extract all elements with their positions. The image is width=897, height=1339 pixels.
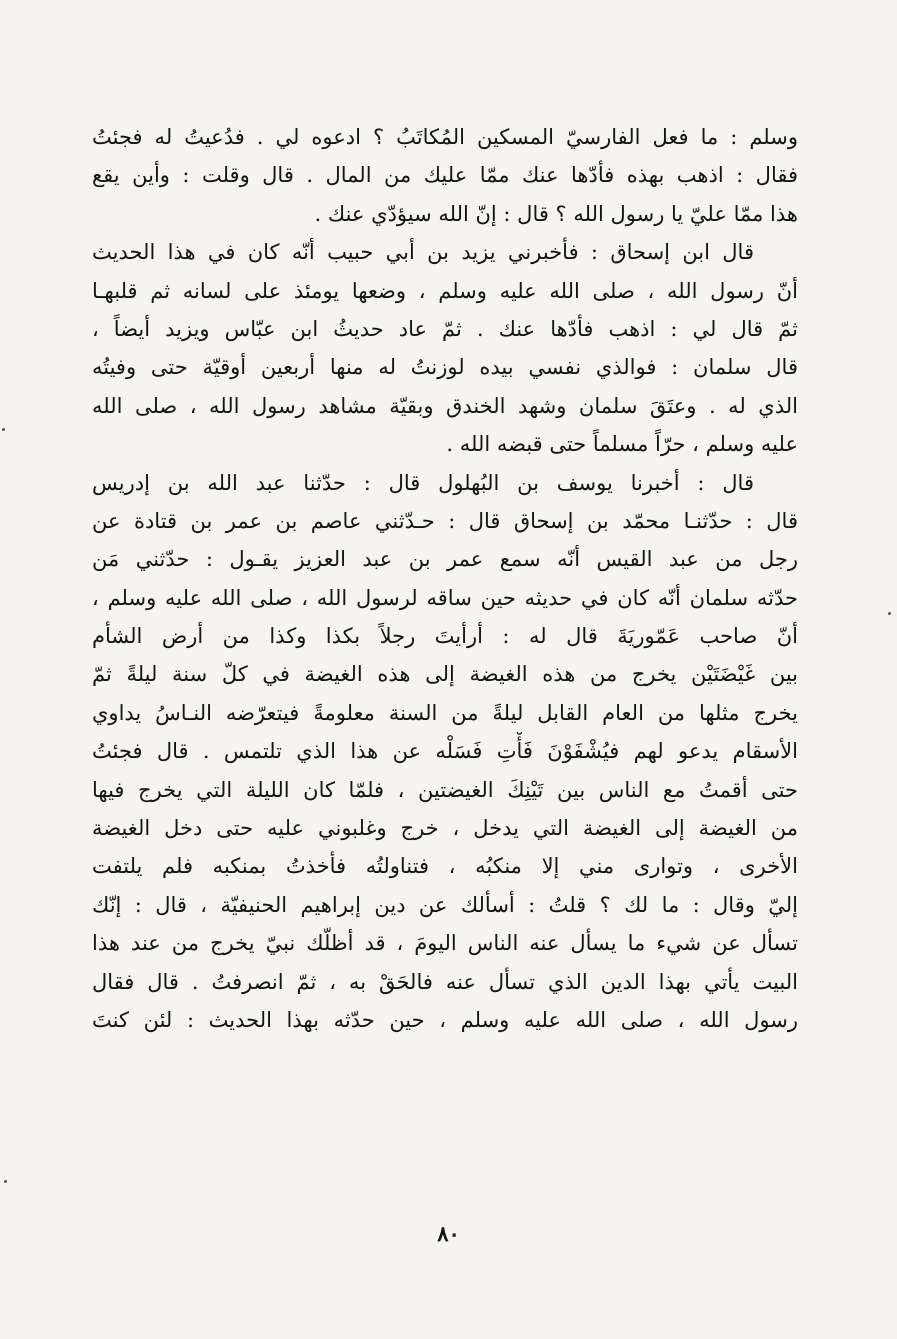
text-line: أنّ رسول الله ، صلى الله عليه وسلم ، وضعها يومئذ على لسانه ثم قلبهـا: [92, 278, 798, 303]
text-line: رسول الله ، صلى الله عليه وسلم ، حين حدّثه بهذا الحديث : لئن كنتَ: [92, 1007, 798, 1032]
page-number: ٨٠: [437, 1221, 460, 1246]
text-line: فقال : اذهب بهذه فأدّها عنك ممّا عليك من المال . قال وقلت : وأين يقع: [92, 163, 798, 188]
text-line: قال ابن إسحاق : فأخبرني يزيد بن أبي حبيب أنّه كان في هذا الحديث: [92, 240, 754, 265]
text-line: من الغيضة إلى الغيضة التي يدخل ، خرج وغلبوني عليه حتى دخل الغيضة: [92, 816, 798, 841]
text-line: قال : أخبرنا يوسف بن البُهلول قال : حدّثنا عبد الله بن إدريس: [92, 470, 754, 495]
text-line: الأسقام يدعو لهم فيُشْفَوْنَ فَأْتِ فَسَلْه عن هذا الذي تلتمس . قال فجئتُ: [92, 739, 798, 764]
body-text: [92, 118, 798, 1039]
text-line: بين غَيْضَتَيْن يخرج من هذه الغيضة إلى هذه الغيضة في كلّ سنة ليلةً ثمّ: [92, 662, 798, 687]
text-line: عليه وسلم ، حرّاً مسلماً حتى قبضه الله .: [446, 432, 798, 457]
text-line: رجل من عبد القيس أنّه سمع عمر بن عبد العزيز يقـول : حدّثني مَن: [92, 547, 798, 572]
text-line: قال : حدّثنـا محمّد بن إسحاق قال : حـدّثني عاصم بن عمر بن قتادة عن: [92, 508, 798, 533]
text-line: إليّ وقال : ما لك ؟ قلتُ : أسألك عن دين إبراهيم الحنيفيّة ، قال : إنّك: [92, 892, 798, 917]
text-line: الذي له . وعتَقَ سلمان وشهد الخندق وبقيّة مشاهد رسول الله ، صلى الله: [92, 393, 798, 418]
text-line: وسلم : ما فعل الفارسيّ المسكين المُكاتَبُ ؟ ادعوه لي . فدُعيتُ له فجئتُ: [92, 125, 798, 149]
text-line: حدّثه سلمان أنّه كان في حديثه حين ساقه لرسول الله ، صلى الله عليه وسلم ،: [92, 585, 798, 610]
text-line: ثمّ قال لي : اذهب فأدّها عنك . ثمّ عاد حديثُ ابن عبّاس ويزيد أيضاً ،: [92, 316, 798, 341]
scan-speck: [888, 612, 891, 615]
scan-speck: [2, 428, 5, 431]
text-line: حتى أقمتُ مع الناس بين تَيْنِكَ الغيضتين ، فلمّا كان الليلة التي يخرج فيها: [92, 777, 798, 802]
text-line: هذا ممّا عليّ يا رسول الله ؟ قال : إنّ الله سيؤدّي عنك .: [314, 201, 798, 226]
text-line: تسأل عن شيء ما يسأل عنه الناس اليومَ ، قد أظلّك نبيّ يخرج من عند هذا: [92, 931, 798, 956]
text-line: الأخرى ، وتوارى مني إلا منكبُه ، فتناولتُه فأخذتُ بمنكبه فلم يلتفت: [92, 854, 798, 879]
text-line: قال سلمان : فوالذي نفسي بيده لوزنتُ له منها أربعين أوقيّة حتى وفيتُه: [92, 355, 798, 380]
text-line: أنّ صاحب عَمّوريَةَ قال له : أرأيتَ رجلاً بكذا وكذا من أرض الشأم: [92, 624, 798, 649]
text-line: يخرج مثلها من العام القابل ليلةً من السنة معلومةً فيتعرّضه النـاسُ يداوي: [92, 700, 798, 725]
text-line: البيت يأتي بهذا الدين الذي تسأل عنه فالحَقْ به ، ثمّ انصرفتُ . قال فقال: [92, 969, 798, 994]
scan-speck: [4, 1180, 7, 1183]
